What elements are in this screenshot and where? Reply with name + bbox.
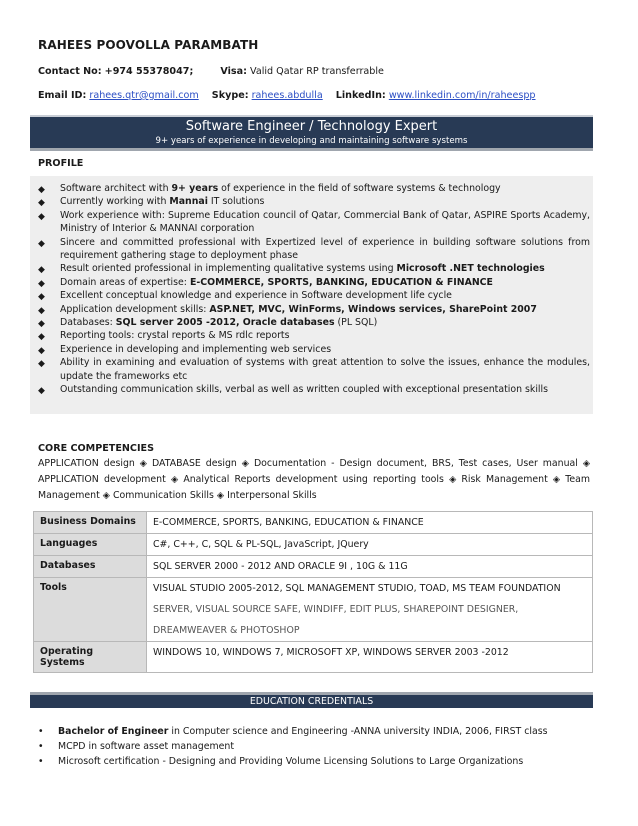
diamond-bullet-icon: ◆ [38,292,45,303]
profile-item-text-end: of experience in the field of software systems & technology [218,183,501,194]
competency-item: APPLICATION design [38,458,135,469]
linkedin-link[interactable]: www.linkedin.com/in/raheespp [388,90,536,101]
education-item [38,754,590,769]
online-contact-line [38,90,536,101]
profile-item-text: Databases: [60,317,116,329]
skills-value [147,512,593,534]
profile-item [38,262,590,275]
competencies-heading: CORE COMPETENCIES [38,443,155,454]
skype-link[interactable]: rahees.abdulla [251,90,323,101]
visa-label: Visa: [220,66,247,77]
experience-subtitle: 9+ years of experience in developing and maintaining software systems [30,136,593,148]
contact-label: Contact No: [38,66,102,77]
competency-item: Risk Management [461,474,548,485]
diamond-bullet-icon: ◆ [38,332,45,343]
profile-item [38,329,590,342]
education-item [38,724,590,739]
profile-item-highlight: ASP.NET, MVC, WinForms, Windows services, SharePoint 2007 [209,303,537,315]
bullet-icon: • [38,741,44,752]
profile-item [38,209,590,236]
diamond-separator-icon: ◈ [102,490,110,501]
diamond-separator-icon: ◈ [582,458,591,469]
competency-item: APPLICATION development [38,474,166,485]
profile-item [38,195,590,208]
bullet-icon: • [38,726,44,737]
skills-value [147,642,593,673]
diamond-separator-icon: ◈ [449,474,457,485]
profile-item-text: Currently working with [60,196,170,208]
competency-item: Team Management [38,474,591,501]
skills-value-line: SERVER, VISUAL SOURCE SAFE, WINDIFF, EDIT PLUS, SHAREPOINT DESIGNER, [153,604,519,615]
profile-item-text: Ability in examining and evaluation of systems with great attention to solve the issues, enhance the modules, update the frameworks etc [60,357,590,382]
profile-item [38,276,590,289]
diamond-bullet-icon: ◆ [38,359,45,370]
diamond-bullet-icon: ◆ [38,386,45,397]
education-list [38,724,590,769]
skills-row [34,556,593,578]
diamond-bullet-icon: ◆ [38,278,45,289]
diamond-bullet-icon: ◆ [38,319,45,330]
diamond-bullet-icon: ◆ [38,265,45,276]
diamond-separator-icon: ◈ [216,490,225,501]
email-label: Email ID: [38,90,87,101]
skills-row [34,578,593,642]
education-heading: EDUCATION CREDENTIALS [30,695,593,708]
education-detail: Microsoft certification - Designing and Providing Volume Licensing Solutions to Large Organizations [58,756,524,767]
bullet-icon: • [38,756,44,767]
skills-value [147,556,593,578]
skills-key: Business Domains [34,512,147,534]
skills-key: Databases [34,556,147,578]
profile-item-text: Work experience with: Supreme Education council of Qatar, Commercial Bank of Qatar, ASPIRE Sports Academy, Ministry of Interior & MANNAI corporation [60,209,590,235]
candidate-name: RAHEES POOVOLLA PARAMBATH [38,38,259,52]
diamond-bullet-icon: ◆ [38,198,45,209]
education-degree: Bachelor of Engineer [58,726,169,737]
profile-item-text: Experience in developing and implementing web services [60,343,332,355]
education-detail: in Computer science and Engineering -ANNA university INDIA, 2006, FIRST class [168,726,548,737]
competency-item: Communication Skills [112,490,214,501]
profile-item-highlight: Microsoft .NET technologies [396,263,545,275]
diamond-bullet-icon: ◆ [38,185,45,195]
profile-item [38,316,590,329]
profile-item [38,343,590,356]
job-title-banner: Software Engineer / Technology Expert [30,115,593,138]
profile-item-text: Result oriented professional in implementing qualitative systems using [60,263,397,275]
profile-item-text: Software architect with [60,183,172,194]
education-detail: MCPD in software asset management [58,741,234,752]
skills-value-line: E-COMMERCE, SPORTS, BANKING, EDUCATION & FINANCE [153,517,424,528]
profile-item-text: Sincere and committed professional with Expertized level of experience in building software solutions from requirement gathering stage to deployment phase [60,236,590,262]
competency-item: DATABASE design [151,458,237,469]
profile-item [38,182,590,195]
profile-item-text: Reporting tools: crystal reports & MS rdlc reports [60,330,290,342]
email-link[interactable]: rahees.qtr@gmail.com [89,90,199,101]
skills-value [147,534,593,556]
profile-item-highlight: SQL server 2005 -2012, Oracle databases [115,317,335,329]
competencies-list [38,456,590,504]
profile-item [38,383,590,396]
profile-item-highlight: 9+ years [171,183,219,194]
skills-key: Tools [34,578,147,642]
profile-item [38,356,590,383]
profile-item [38,236,590,263]
contact-line [38,66,384,77]
profile-item-text: Domain areas of expertise: [60,276,190,288]
skills-key: Operating Systems [34,642,147,673]
profile-item-highlight: Mannai [169,196,208,208]
skills-row [34,512,593,534]
profile-item-highlight: E-COMMERCE, SPORTS, BANKING, EDUCATION & FINANCE [189,276,493,288]
competency-item: Interpersonal Skills [227,490,317,501]
profile-item-text: Application development skills: [60,303,210,315]
profile-item [38,303,590,316]
profile-item-text-end: (PL SQL) [334,317,378,329]
diamond-separator-icon: ◈ [241,458,250,469]
skills-value-line: WINDOWS 10, WINDOWS 7, MICROSOFT XP, WINDOWS SERVER 2003 -2012 [153,647,509,658]
competency-item: Analytical Reports development using reporting tools [183,474,444,485]
visa-status: Valid Qatar RP transferrable [250,66,384,77]
linkedin-label: LinkedIn: [335,90,386,101]
skills-value [147,578,593,642]
banner-divider [30,148,593,151]
diamond-bullet-icon: ◆ [38,345,45,356]
diamond-separator-icon: ◈ [170,474,179,485]
profile-item-text: Outstanding communication skills, verbal as well as written coupled with exceptional presentation skills [60,384,549,396]
competency-item: Documentation - Design document, BRS, Test cases, User manual [253,458,578,469]
education-item [38,739,590,754]
skills-row [34,534,593,556]
contact-number: +974 55378047; [104,66,194,77]
profile-list [38,182,590,397]
profile-item-text: Excellent conceptual knowledge and experience in Software development life cycle [60,290,452,302]
diamond-bullet-icon: ◆ [38,211,45,222]
profile-heading: PROFILE [38,158,84,169]
diamond-separator-icon: ◈ [552,474,561,485]
skills-row [34,642,593,673]
diamond-bullet-icon: ◆ [38,238,45,249]
profile-item-text-end: IT solutions [207,196,265,208]
skills-value-line: VISUAL STUDIO 2005-2012, SQL MANAGEMENT STUDIO, TOAD, MS TEAM FOUNDATION [153,583,561,594]
skills-value-line: SQL SERVER 2000 - 2012 AND ORACLE 9I , 10G & 11G [153,561,408,572]
skills-value-line: DREAMWEAVER & PHOTOSHOP [153,625,300,636]
skype-label: Skype: [211,90,249,101]
skills-key: Languages [34,534,147,556]
skills-value-line: C#, C++, C, SQL & PL-SQL, JavaScript, JQuery [153,539,369,550]
diamond-separator-icon: ◈ [139,458,148,469]
profile-item [38,289,590,302]
diamond-bullet-icon: ◆ [38,305,45,316]
skills-table [33,511,593,673]
